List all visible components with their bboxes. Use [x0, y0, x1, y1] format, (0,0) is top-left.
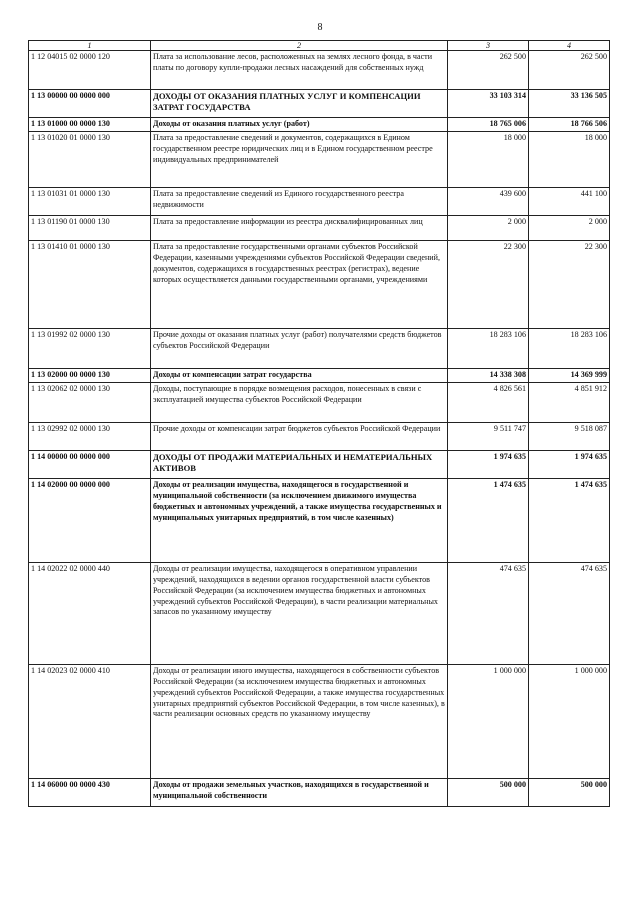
row-value-2: 18 766 506 — [529, 118, 610, 132]
row-description: Доходы от реализации иного имущества, находящегося в собственности субъектов Российской Федерации (за исключением имущества бюджетных и автономных учреждений субъектов Российской Федерации, а также имущества государственных унитарных предприятий субъектов Российской Федерации, в том числе казенных), в части реализации основных средств по указанному имуществу — [151, 664, 448, 778]
row-value-1: 33 103 314 — [448, 90, 529, 118]
table-row — [29, 422, 610, 450]
row-value-1: 9 511 747 — [448, 422, 529, 450]
table-row — [29, 131, 610, 187]
table-row — [29, 118, 610, 132]
page-number: 8 — [317, 22, 323, 33]
row-description: Прочие доходы от оказания платных услуг (работ) получателями средств бюджетов субъектов Российской Федерации — [151, 328, 448, 368]
row-value-1: 14 338 308 — [448, 368, 529, 382]
row-code: 1 13 01031 01 0000 130 — [29, 187, 151, 215]
row-code: 1 14 02022 02 0000 440 — [29, 562, 151, 664]
row-description: Плата за предоставление сведений из Единого государственного реестра недвижимости — [151, 187, 448, 215]
row-value-2: 4 851 912 — [529, 382, 610, 422]
row-value-2: 500 000 — [529, 778, 610, 806]
row-description: Доходы от реализации имущества, находящегося в оперативном управлении учреждений, находящихся в ведении органов государственной власти субъектов Российской Федерации (за исключением имущества бюджетных и автономных учреждений субъектов Российской Федерации), в части реализации материальных запасов по указанному имуществу — [151, 562, 448, 664]
row-value-1: 18 765 006 — [448, 118, 529, 132]
row-value-1: 1 974 635 — [448, 450, 529, 478]
row-value-1: 474 635 — [448, 562, 529, 664]
row-code: 1 13 00000 00 0000 000 — [29, 90, 151, 118]
row-code: 1 12 04015 02 0000 120 — [29, 51, 151, 90]
row-value-2: 474 635 — [529, 562, 610, 664]
row-description: Доходы от реализации имущества, находящегося в государственной и муниципальной собственности (за исключением движимого имущества бюджетных и автономных учреждений, а также имущества государственных и муниципальных унитарных предприятий, в том числе казенных) — [151, 478, 448, 562]
row-value-2: 22 300 — [529, 240, 610, 328]
row-value-2: 2 000 — [529, 215, 610, 240]
row-description: Доходы, поступающие в порядке возмещения расходов, понесенных в связи с эксплуатацией имущества субъектов Российской Федерации — [151, 382, 448, 422]
row-description: ДОХОДЫ ОТ ОКАЗАНИЯ ПЛАТНЫХ УСЛУГ И КОМПЕНСАЦИИ ЗАТРАТ ГОСУДАРСТВА — [151, 90, 448, 118]
table-row — [29, 664, 610, 778]
row-code: 1 13 02992 02 0000 130 — [29, 422, 151, 450]
row-code: 1 13 02062 02 0000 130 — [29, 382, 151, 422]
row-code: 1 13 01020 01 0000 130 — [29, 131, 151, 187]
row-value-1: 18 283 106 — [448, 328, 529, 368]
table-row — [29, 382, 610, 422]
column-header-row — [29, 41, 610, 51]
row-description: Доходы от оказания платных услуг (работ) — [151, 118, 448, 132]
row-code: 1 13 02000 00 0000 130 — [29, 368, 151, 382]
row-value-1: 2 000 — [448, 215, 529, 240]
column-header-value-1: 3 — [448, 41, 529, 51]
row-value-1: 500 000 — [448, 778, 529, 806]
table-row — [29, 368, 610, 382]
row-code: 1 13 01410 01 0000 130 — [29, 240, 151, 328]
row-description: Прочие доходы от компенсации затрат бюджетов субъектов Российской Федерации — [151, 422, 448, 450]
row-description: Плата за предоставление информации из реестра дисквалифицированных лиц — [151, 215, 448, 240]
table-row — [29, 90, 610, 118]
row-value-2: 1 474 635 — [529, 478, 610, 562]
column-header-code: 1 — [29, 41, 151, 51]
row-value-1: 262 500 — [448, 51, 529, 90]
row-code: 1 13 01190 01 0000 130 — [29, 215, 151, 240]
row-description: ДОХОДЫ ОТ ПРОДАЖИ МАТЕРИАЛЬНЫХ И НЕМАТЕРИАЛЬНЫХ АКТИВОВ — [151, 450, 448, 478]
column-header-description: 2 — [151, 41, 448, 51]
row-value-1: 22 300 — [448, 240, 529, 328]
table-row — [29, 187, 610, 215]
row-description: Плата за использование лесов, расположенных на землях лесного фонда, в части платы по договору купли-продажи лесных насаждений для собственных нужд — [151, 51, 448, 90]
row-value-2: 1 974 635 — [529, 450, 610, 478]
row-value-1: 18 000 — [448, 131, 529, 187]
table-row — [29, 240, 610, 328]
table-row — [29, 215, 610, 240]
column-header-value-2: 4 — [529, 41, 610, 51]
row-value-2: 9 518 087 — [529, 422, 610, 450]
table-row — [29, 328, 610, 368]
row-value-2: 1 000 000 — [529, 664, 610, 778]
table-row — [29, 562, 610, 664]
row-value-1: 4 826 561 — [448, 382, 529, 422]
table-row — [29, 778, 610, 806]
budget-revenue-table — [28, 40, 610, 807]
table-row — [29, 51, 610, 90]
row-value-1: 1 474 635 — [448, 478, 529, 562]
table-row — [29, 478, 610, 562]
row-code: 1 14 02023 02 0000 410 — [29, 664, 151, 778]
row-description: Доходы от продажи земельных участков, находящихся в государственной и муниципальной собственности — [151, 778, 448, 806]
row-description: Плата за предоставление государственными органами субъектов Российской Федерации, казенными учреждениями субъектов Российской Федерации сведений, документов, содержащихся в государственных реестрах (регистрах), ведение которых осуществляется данными государственными органами, учреждениями — [151, 240, 448, 328]
row-value-2: 18 283 106 — [529, 328, 610, 368]
row-description: Доходы от компенсации затрат государства — [151, 368, 448, 382]
row-value-2: 262 500 — [529, 51, 610, 90]
row-description: Плата за предоставление сведений и документов, содержащихся в Едином государственном реестре юридических лиц и в Едином государственном реестре индивидуальных предпринимателей — [151, 131, 448, 187]
table-row — [29, 450, 610, 478]
row-code: 1 13 01000 00 0000 130 — [29, 118, 151, 132]
row-value-1: 1 000 000 — [448, 664, 529, 778]
row-code: 1 14 06000 00 0000 430 — [29, 778, 151, 806]
row-code: 1 13 01992 02 0000 130 — [29, 328, 151, 368]
row-value-2: 14 369 999 — [529, 368, 610, 382]
row-value-2: 33 136 505 — [529, 90, 610, 118]
row-value-2: 441 100 — [529, 187, 610, 215]
row-value-1: 439 600 — [448, 187, 529, 215]
row-code: 1 14 00000 00 0000 000 — [29, 450, 151, 478]
row-code: 1 14 02000 00 0000 000 — [29, 478, 151, 562]
row-value-2: 18 000 — [529, 131, 610, 187]
